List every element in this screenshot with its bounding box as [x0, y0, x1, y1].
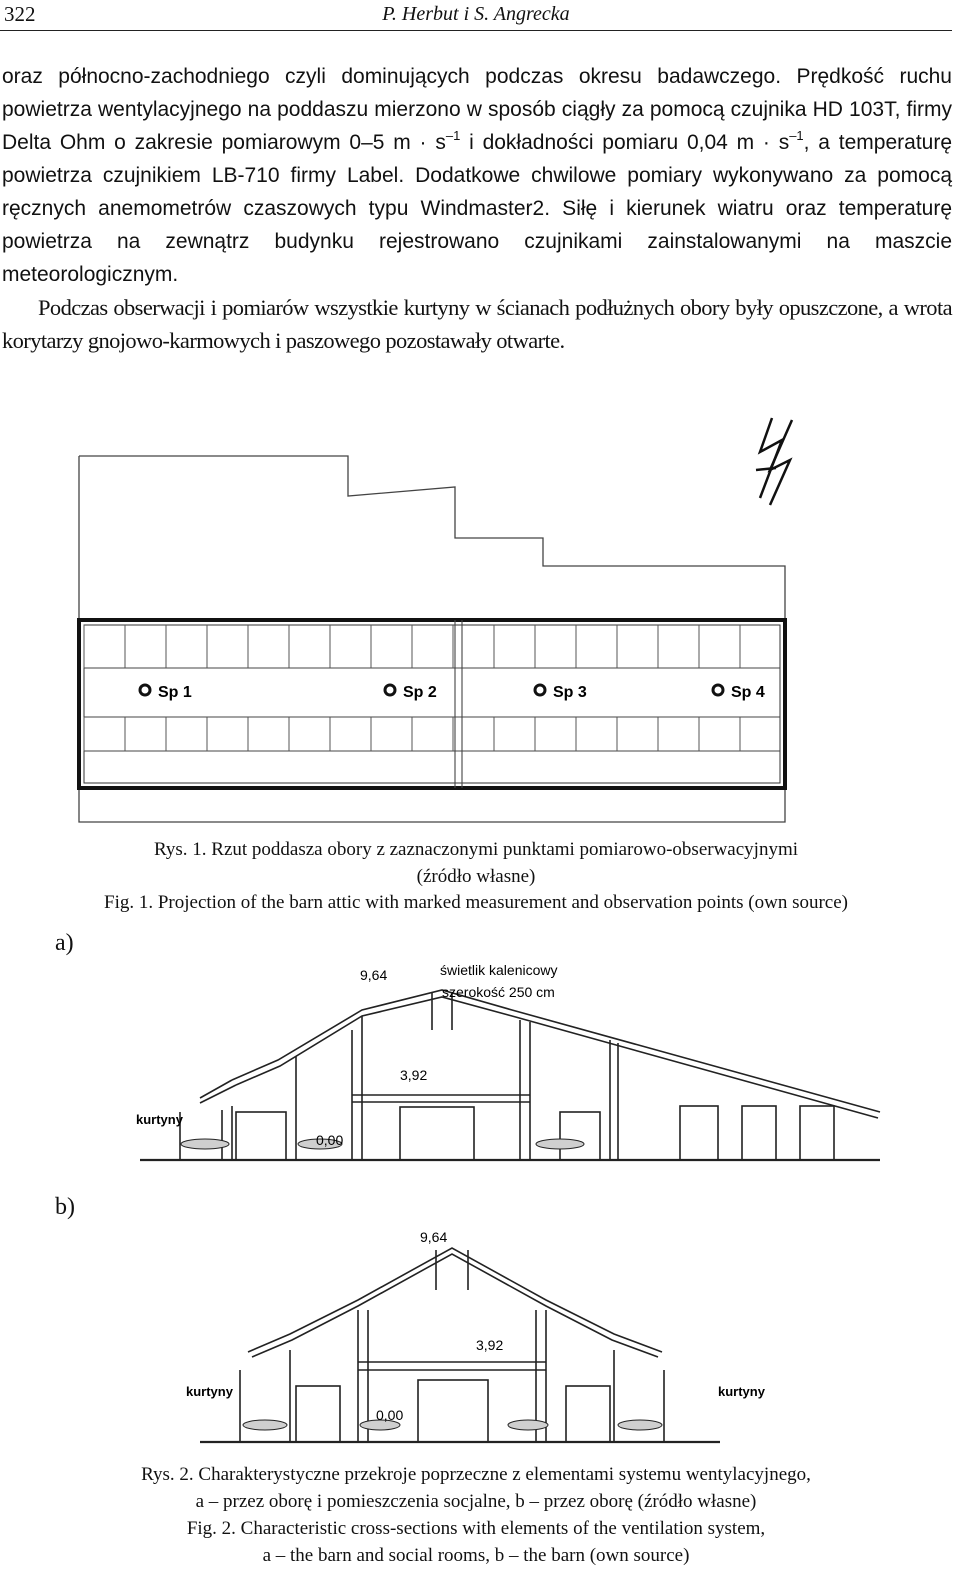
fig2-caption-pl-1: Rys. 2. Charakterystyczne przekroje poprzeczne z elementami systemu wentylacyjnego, [141, 1464, 811, 1485]
skylight-label-2: szerokość 250 cm [442, 984, 555, 1000]
attic-bays [84, 620, 780, 788]
figure-1-plan [0, 410, 960, 840]
p1-sup-1: –1 [445, 128, 461, 143]
body-text [2, 60, 952, 357]
fig2-label-a: a) [55, 930, 74, 956]
north-arrow-icon [756, 418, 792, 505]
page-header [0, 0, 952, 32]
fig1-caption-en: Fig. 1. Projection of the barn attic with marked measurement and observation points (own source) [104, 892, 848, 913]
header-rule [0, 30, 952, 31]
level-ridge-b: 9,64 [420, 1229, 448, 1245]
level-floor-b: 0,00 [376, 1407, 404, 1423]
curtains-label-b-right: kurtyny [718, 1384, 765, 1399]
roof-line [232, 990, 880, 1112]
fig1-caption-pl-1: Rys. 1. Rzut poddasza obory z zaznaczonymi punktami pomiarowo-obserwacyjnymi [153, 839, 798, 860]
level-eave-b: 3,92 [476, 1337, 504, 1353]
point-label: Sp 4 [731, 684, 765, 701]
barn-outline [79, 620, 785, 788]
p1-part-b: i dokładności pomiaru 0,04 m · s [460, 131, 790, 154]
p1-part-c: , a temperaturę powietrza czujnikiem LB-710 firmy Label. Dodatkowe chwilowe pomiary wykonywano za pomocą ręcznych anemometrów czaszowych typu Windmaster2. Siłę i kierunek wiatru oraz temperaturę powietrza na zewnątrz budynku rejestrowano czujnikami zainstalowanymi na maszcie meteorologicznym. [2, 131, 953, 286]
measurement-points [140, 684, 765, 701]
level-ridge-a: 9,64 [360, 967, 388, 983]
fig2-label-b: b) [55, 1194, 75, 1220]
page-number: 322 [4, 2, 36, 26]
level-eave-a: 3,92 [400, 1067, 428, 1083]
p1-part-a: oraz północno-zachodniego czyli dominujących podczas okresu badawczego. Prędkość ruchu powietrza wentylacyjnego na poddaszu mierzono w sposób ciągły za pomocą czujnika HD 103T, firmy Delta Ohm o zakresie pomiarowym 0–5 m · s [2, 65, 952, 154]
roof-line [248, 1248, 662, 1352]
skylight-label-1: świetlik kalenicowy [440, 962, 558, 978]
point-marker-icon [385, 685, 395, 695]
point-label: Sp 2 [403, 684, 437, 701]
point-marker-icon [140, 685, 150, 695]
fig2-caption-en-2: a – the barn and social rooms, b – the barn (own source) [262, 1545, 690, 1566]
fig2-caption-pl-2: a – przez oborę i pomieszczenia socjalne, b – przez oborę (źródło własne) [195, 1491, 757, 1512]
figure-2b-section [0, 1220, 960, 1465]
paragraph-2: Podczas obserwacji i pomiarów wszystkie kurtyny w ścianach podłużnych obory były opuszczone, a wrota korytarzy gnojowo-karmowych i paszowego pozostawały otwarte. [2, 295, 952, 353]
figure-2a-section [0, 955, 960, 1170]
fig2-caption-en-1: Fig. 2. Characteristic cross-sections with elements of the ventilation system, [186, 1518, 766, 1539]
point-marker-icon [535, 685, 545, 695]
point-label: Sp 3 [553, 684, 587, 701]
point-label: Sp 1 [158, 684, 192, 701]
curtains-label-a: kurtyny [136, 1112, 183, 1127]
paragraph-1 [2, 60, 952, 291]
level-floor-a: 0,00 [316, 1132, 344, 1148]
running-title: P. Herbut i S. Angrecka [382, 3, 570, 25]
p1-sup-2: –1 [789, 128, 804, 143]
curtains-label-b-left: kurtyny [186, 1384, 233, 1399]
point-marker-icon [713, 685, 723, 695]
fig1-caption-pl-2: (źródło własne) [416, 866, 536, 887]
building-outline [79, 456, 785, 822]
